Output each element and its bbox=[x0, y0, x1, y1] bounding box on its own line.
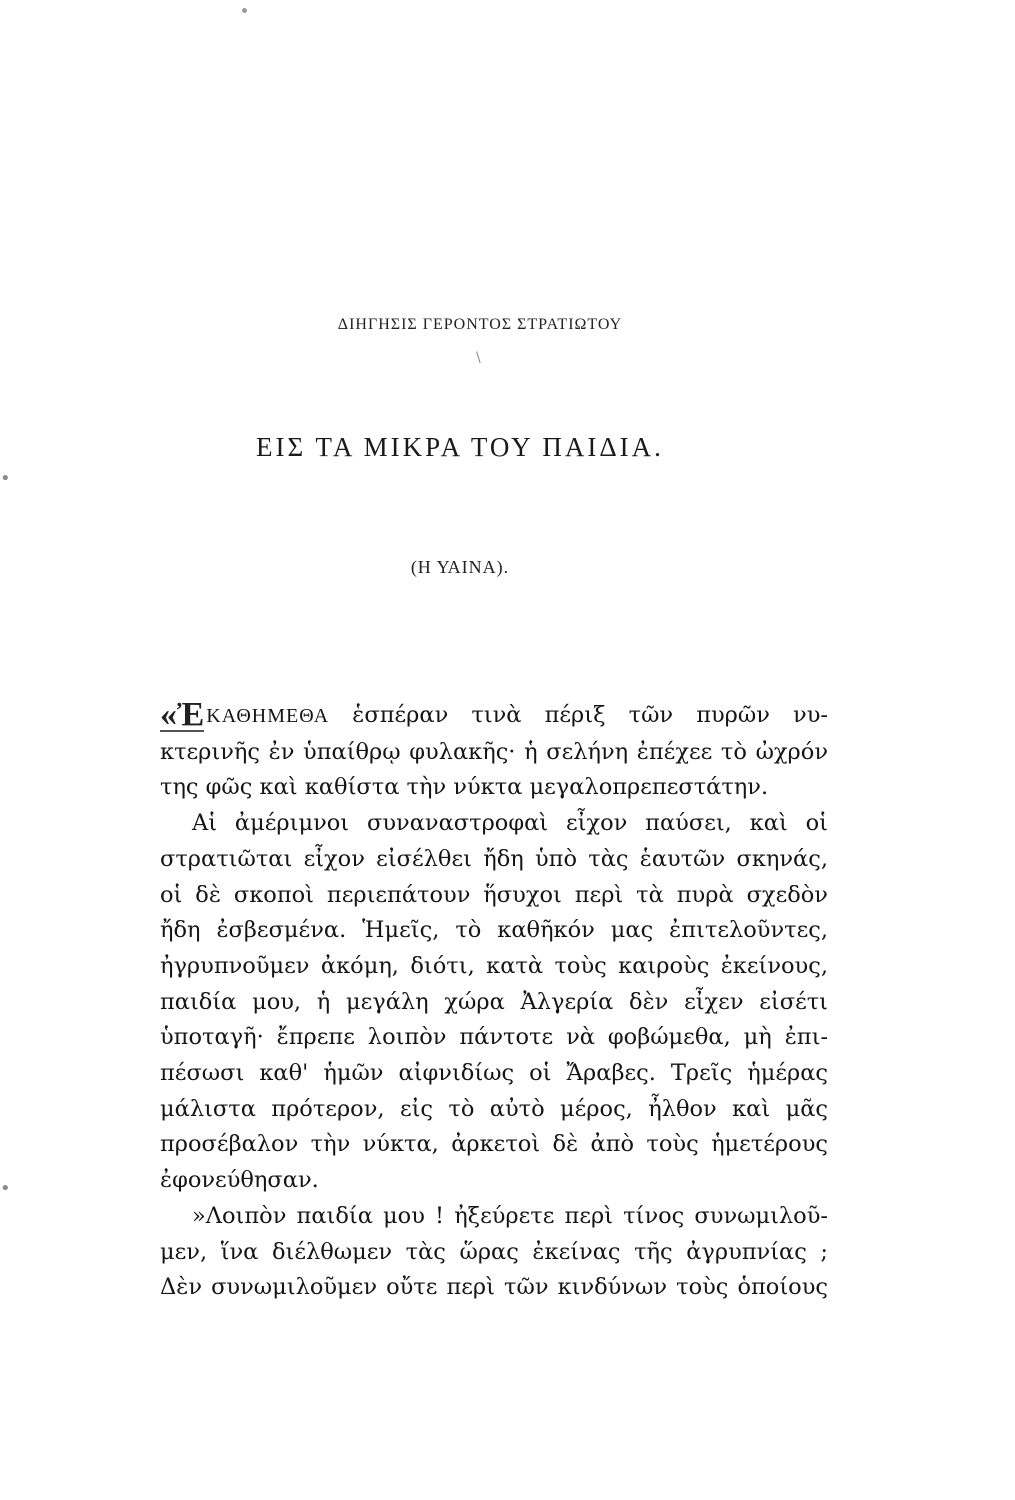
series-title: ΔΙΗΓΗΣΙΣ ΓΕΡΟΝΤΟΣ ΣΤΡΑΤΙΩΤΟΥ bbox=[337, 316, 623, 333]
body-line: ἤδη ἐσβεσμένα. Ἡμεῖς, τὸ καθῆκόν μας ἐπιτελοῦντες, bbox=[160, 917, 828, 944]
ink-stroke: \ bbox=[476, 350, 481, 366]
story-body bbox=[160, 698, 828, 1306]
body-line: ὑποταγῆ· ἔπρεπε λοιπὸν πάντοτε νὰ φοβώμεθα, μὴ ἐπι- bbox=[160, 1024, 828, 1051]
story-subtitle: (Η ΥΑΙΝΑ). bbox=[410, 557, 510, 577]
body-line: προσέβαλον τὴν νύκτα, ἀρκετοὶ δὲ ἀπὸ τοὺς ἡμετέρους bbox=[160, 1131, 828, 1158]
body-line bbox=[160, 698, 828, 735]
body-line: »Λοιπὸν παιδία μου ! ἠξεύρετε περὶ τίνος συνωμιλοῦ- bbox=[192, 1202, 828, 1229]
body-line: μεν, ἵνα διέλθωμεν τὰς ὥρας ἐκείνας τῆς ἀγρυπνίας ; bbox=[160, 1238, 828, 1265]
body-line: Αἱ ἀμέριμνοι συναναστροφαὶ εἶχον παύσει, καὶ οἱ bbox=[192, 810, 828, 837]
body-line: στρατιῶται εἶχον εἰσέλθει ἤδη ὑπὸ τὰς ἑαυτῶν σκηνάς, bbox=[160, 845, 828, 872]
body-line: παιδία μου, ἡ μεγάλη χώρα Ἀλγερία δὲν εἶχεν εἰσέτι bbox=[160, 988, 828, 1015]
body-line: της φῶς καὶ καθίστα τὴν νύκτα μεγαλοπρεπεστάτην. bbox=[160, 774, 769, 801]
body-line: κτερινῆς ἐν ὑπαίθρῳ φυλακῆς· ἡ σελήνη ἐπέχεε τὸ ὠχρόν bbox=[160, 738, 828, 765]
body-line: οἱ δὲ σκοποὶ περιεπάτουν ἥσυχοι περὶ τὰ πυρὰ σχεδὸν bbox=[160, 881, 828, 908]
body-line: ἐφονεύθησαν. bbox=[160, 1167, 319, 1194]
body-line: Δὲν συνωμιλοῦμεν οὔτε περὶ τῶν κινδύνων τοὺς ὁποίους bbox=[160, 1274, 828, 1301]
body-line-text: ἑσπέραν τινὰ πέριξ τῶν πυρῶν νυ- bbox=[352, 702, 828, 728]
body-line: πέσωσι καθ' ἡμῶν αἰφνιδίως οἱ Ἄραβες. Τρεῖς ἡμέρας bbox=[160, 1060, 828, 1087]
speck-mark bbox=[242, 8, 247, 13]
opening-word: ΚΑΘΗΜΕΘΑ bbox=[206, 705, 330, 727]
body-line: ἠγρυπνοῦμεν ἀκόμη, διότι, κατὰ τοὺς καιροὺς ἐκείνους, bbox=[160, 952, 828, 979]
drop-cap: «Ἐ bbox=[160, 696, 205, 733]
body-line: μάλιστα πρότερον, εἰς τὸ αὐτὸ μέρος, ἦλθον καὶ μᾶς bbox=[160, 1095, 828, 1122]
margin-mark: • bbox=[0, 1178, 11, 1199]
story-title: ΕΙΣ ΤΑ ΜΙΚΡΑ ΤΟΥ ΠΑΙΔΙΑ. bbox=[256, 432, 664, 462]
margin-mark: • bbox=[0, 468, 11, 489]
